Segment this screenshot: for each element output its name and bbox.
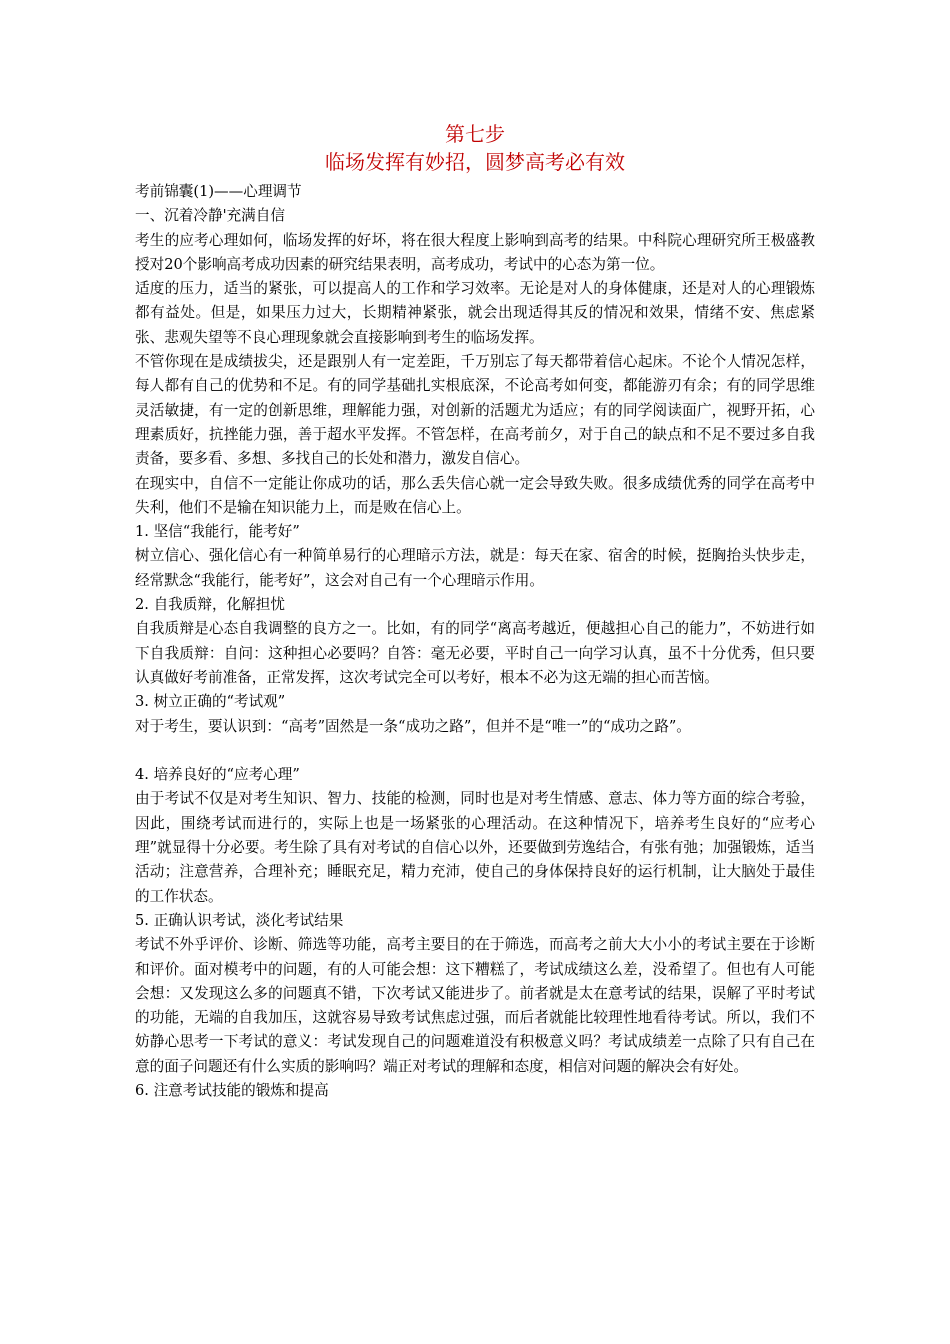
section-heading: 一、沉着冷静'充满自信 xyxy=(135,207,285,225)
item-heading: 5. 正确认识考试，淡化考试结果 xyxy=(135,911,344,929)
item-body: 自我质辩是心态自我调整的良方之一。比如，有的同学“离高考越近，便越担心自己的能力”，不妨进行如下自我质辩：自问：这种担心必要吗？自答：毫无必要，平时自己一向学习认真，虽不十分优秀，但只要认真做好考前准备，正常发挥，这次考试完全可以考好，根本不必为这无端的担心而苦恼。 xyxy=(135,620,815,686)
item-body: 树立信心、强化信心有一种简单易行的心理暗示方法，就是：每天在家、宿舍的时候，挺胸抬头快步走，经常默念“我能行，能考好”，这会对自己有一个心理暗示作用。 xyxy=(135,547,815,589)
paragraph: 在现实中，自信不一定能让你成功的话，那么丢失信心就一定会导致失败。很多成绩优秀的同学在高考中失利，他们不是输在知识能力上，而是败在信心上。 xyxy=(135,474,815,516)
item-body: 考试不外乎评价、诊断、筛选等功能，高考主要目的在于筛选，而高考之前大大小小的考试主要在于诊断和评价。面对模考中的问题，有的人可能会想：这下糟糕了，考试成绩这么差，没希望了。但也有人可能会想：又发现这么多的问题真不错，下次考试又能进步了。前者就是太在意考试的结果，误解了平时考试的功能，无端的自我加压，这就容易导致考试焦虑过强，而后者就能比较理性地看待考试。所以，我们不妨静心思考一下考试的意义：考试发现自己的问题难道没有积极意义吗？考试成绩差一点除了只有自己在意的面子问题还有什么实质的影响吗？端正对考试的理解和态度，相信对问题的解决会有好处。 xyxy=(135,936,815,1075)
section-label: 考前锦囊(1)——心理调节 xyxy=(135,183,302,200)
paragraph: 不管你现在是成绩拔尖，还是跟别人有一定差距，千万别忘了每天都带着信心起床。不论个人情况怎样，每人都有自己的优势和不足。有的同学基础扎实根底深，不论高考如何变，都能游刃有余；有的同学思维灵活敏捷，有一定的创新思维，理解能力强，对创新的活题尤为适应；有的同学阅读面广，视野开拓，心理素质好，抗挫能力强，善于超水平发挥。不管怎样，在高考前夕，对于自己的缺点和不足不要过多自我责备，要多看、多想、多找自己的长处和潜力，激发自信心。 xyxy=(135,353,815,468)
item-body: 对于考生，要认识到：“高考”固然是一条“成功之路”，但并不是“唯一”的“成功之路”。 xyxy=(135,717,691,735)
page-subtitle: 临场发挥有妙招，圆梦高考必有效 xyxy=(325,150,625,174)
document-content xyxy=(135,120,815,1103)
blank-line xyxy=(135,739,815,763)
item-heading: 1. 坚信“我能行，能考好” xyxy=(135,523,300,541)
title-block xyxy=(135,120,815,176)
item-heading: 3. 树立正确的“考试观” xyxy=(135,693,286,711)
item-heading: 6. 注意考试技能的锻炼和提高 xyxy=(135,1081,329,1099)
item-heading: 2. 自我质辩，化解担忧 xyxy=(135,596,285,614)
page-title: 第七步 xyxy=(445,122,505,146)
paragraph: 考生的应考心理如何，临场发挥的好坏，将在很大程度上影响到高考的结果。中科院心理研究所王极盛教授对20个影响高考成功因素的研究结果表明，高考成功，考试中的心态为第一位。 xyxy=(135,231,815,273)
item-body: 由于考试不仅是对考生知识、智力、技能的检测，同时也是对考生情感、意志、体力等方面的综合考验，因此，围绕考试而进行的，实际上也是一场紧张的心理活动。在这种情况下，培养考生良好的“应考心理”就显得十分必要。考生除了具有对考试的自信心以外，还要做到劳逸结合，有张有弛；加强锻炼，适当活动；注意营养，合理补充；睡眠充足，精力充沛，使自己的身体保持良好的运行机制，让大脑处于最佳的工作状态。 xyxy=(135,790,815,905)
item-heading: 4. 培养良好的“应考心理” xyxy=(135,766,300,784)
paragraph: 适度的压力，适当的紧张，可以提高人的工作和学习效率。无论是对人的身体健康，还是对人的心理锻炼都有益处。但是，如果压力过大，长期精神紧张，就会出现适得其反的情况和效果，情绪不安、焦虑紧张、悲观失望等不良心理现象就会直接影响到考生的临场发挥。 xyxy=(135,280,815,346)
